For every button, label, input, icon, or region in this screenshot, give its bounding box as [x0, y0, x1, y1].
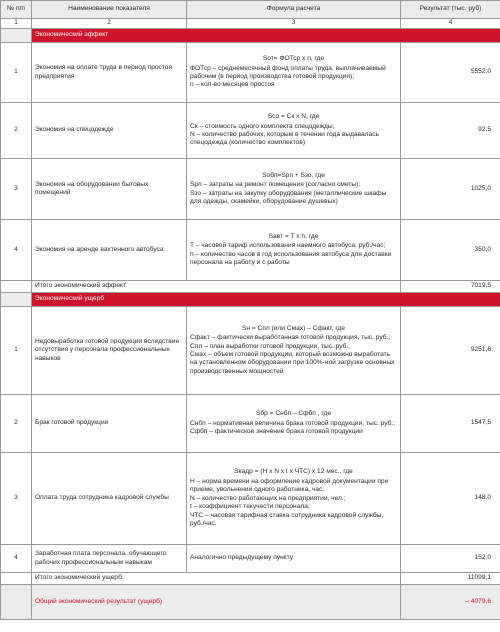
formula-note: Сфакт – фактически выработанная готовой продукция, тыс. руб.;	[190, 334, 391, 342]
indicator-name: Экономия на оборудовании бытовых помещений	[32, 159, 187, 220]
formula-note: N – количество работающих на предприятии, чел.;	[190, 494, 346, 502]
row-number: 4	[1, 545, 32, 573]
formula-note: Ск – стоимость одного комплекта спецодежды;	[190, 122, 335, 130]
row-number: 1	[1, 307, 32, 395]
table-header-row	[1, 1, 500, 19]
indicator-name: Заработная плата персонала, обучающего рабочих профессиональным навыкам	[32, 545, 187, 573]
formula-expression: Sкадр = (H х N х t х ЧТС) х 12 мес., где	[234, 468, 353, 476]
section-title: Экономический ущерб	[32, 293, 500, 307]
formula-note: h – количество часов в год использования автобуса для доставки персонала на работу и с работы	[190, 250, 392, 266]
row-number: 3	[1, 159, 32, 220]
row-number: 2	[1, 395, 32, 453]
formula-expression: Sавт = T х h, где	[268, 232, 319, 240]
table-row	[1, 43, 500, 103]
result-value: 350,0	[401, 220, 500, 281]
formula-note: t – коэффициент текучести персонала;	[190, 503, 310, 511]
column-number-row	[1, 19, 500, 29]
result-value: 5552,0	[401, 43, 500, 103]
formula-note: Смах – объем готовой продукции, который возможно выработать на установленном оборудовании при 100%-ной загрузке основных производственных мощностей	[190, 351, 395, 375]
formula-cell	[187, 307, 401, 395]
formula-cell	[187, 159, 401, 220]
grand-total-value: – 4079,6	[401, 585, 500, 620]
column-number: 4	[401, 19, 500, 29]
subtotal-label: Итого экономический эффект:	[32, 281, 401, 293]
formula-cell	[187, 453, 401, 545]
column-number: 1	[1, 19, 32, 29]
formula-expression: Sн = Спл (или Смах) – Сфакт, где	[242, 324, 345, 332]
table-row	[1, 307, 500, 395]
result-value: 1547,5	[401, 395, 500, 453]
formula-note: n – кол-во месяцев простоя	[190, 81, 275, 89]
section-header-effect	[1, 29, 500, 43]
section-title: Экономический эффект	[32, 29, 500, 43]
formula-cell	[187, 103, 401, 159]
table-row	[1, 395, 500, 453]
formula-expression: Sсо = Ск х N, где	[267, 113, 320, 121]
indicator-name: Недовыработка готовой продукции вследствие отсутствия у персонала профессиональных навыков	[32, 307, 187, 395]
formula-note: ФОТср – среднемесячный фонд оплаты труда, выплачиваемый рабочим (в период производства готовой продукции);	[190, 64, 386, 80]
header-indicator-name: Наименование показателя	[32, 1, 187, 19]
subtotal-row-damage	[1, 573, 500, 585]
grand-total-label: Общий экономический результат (ущерб)	[32, 585, 401, 620]
table-row	[1, 545, 500, 573]
formula-cell	[187, 220, 401, 281]
subtotal-row-effect	[1, 281, 500, 293]
result-value: 9251,6	[401, 307, 500, 395]
subtotal-value: 7019,5	[401, 281, 500, 293]
table-row	[1, 103, 500, 159]
table-row	[1, 220, 500, 281]
formula-cell	[187, 43, 401, 103]
formula-note: Снбп – нормативная величина брака готовой продукции, тыс. руб.;	[190, 419, 396, 427]
table-row	[1, 453, 500, 545]
formula-note: Сфбп – фактическое значение брака готовой продукции	[190, 428, 363, 436]
formula-expression: Sбр = Снбп – Сфбп , где	[255, 410, 332, 418]
header-result: Результат (тыс. руб)	[401, 1, 500, 19]
indicator-name: Экономия на оплате труда в период простоя предприятия	[32, 43, 187, 103]
row-number: 3	[1, 453, 32, 545]
header-formula: Формула расчета	[187, 1, 401, 19]
section-header-damage	[1, 293, 500, 307]
subtotal-label: Итого экономический ущерб:	[32, 573, 401, 585]
formula-expression: Sобп=Sрп + Sзо, где	[262, 171, 325, 179]
result-value: 152,0	[401, 545, 500, 573]
formula-note: Sрп – затраты на ремонт помещения (согласно сметы);	[190, 181, 361, 189]
formula-note: T – часовой тариф использования наемного автобуса, руб./час;	[190, 242, 386, 250]
result-value: 148,0	[401, 453, 500, 545]
formula-note: Аналогично предыдущему пункту	[190, 554, 294, 562]
result-value: 92,5	[401, 103, 500, 159]
indicator-name: Экономия на спецодежде	[32, 103, 187, 159]
row-number: 1	[1, 43, 32, 103]
formula-note: Спл – план выработки готовой продукции, тыс. руб.;	[190, 342, 351, 350]
header-number: № п/п	[1, 1, 32, 19]
row-number: 4	[1, 220, 32, 281]
indicator-name: Оплата труда сотрудника кадровой службы	[32, 453, 187, 545]
formula-expression: Sот= ФОТср х n, где	[262, 55, 325, 63]
formula-note: ЧТС – часовая тарифная ставка сотрудника кадровой службы, руб./час.	[190, 511, 384, 528]
formula-note: H – норма времени на оформление кадровой документации при приеме, увольнении одного работника, час;	[190, 477, 389, 494]
column-number: 2	[32, 19, 187, 29]
indicator-name: Экономия на аренде вахтенного автобуса	[32, 220, 187, 281]
row-number: 2	[1, 103, 32, 159]
formula-note: N – количество рабочих, которым в течении года выдавалась спецодежда (количество комплектов)	[190, 131, 379, 147]
indicator-name: Брак готовой продукции	[32, 395, 187, 453]
grand-total-row	[1, 585, 500, 620]
formula-note: Sзо – затраты на закупку оборудования (металлические шкафы для одежды, скамейки, оборудование душевых)	[190, 189, 387, 205]
subtotal-value: 11099,1	[401, 573, 500, 585]
formula-cell	[187, 395, 401, 453]
result-value: 1025,0	[401, 159, 500, 220]
table-row	[1, 159, 500, 220]
column-number: 3	[187, 19, 401, 29]
formula-cell	[187, 545, 401, 573]
